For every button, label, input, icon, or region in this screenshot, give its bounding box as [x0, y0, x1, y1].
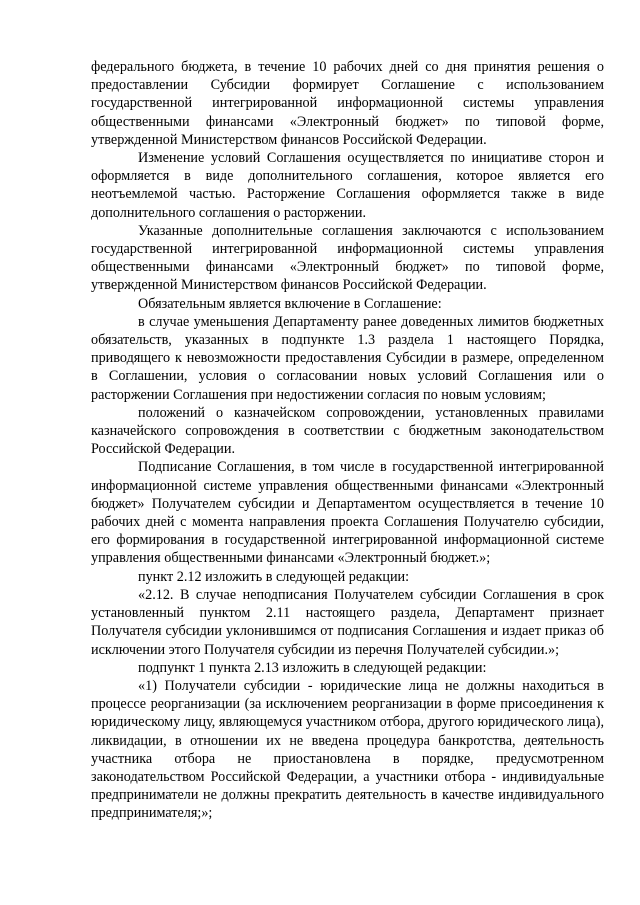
paragraph-4: Обязательным является включение в Соглашение: — [138, 295, 442, 312]
paragraph-6: положений о казначейском сопровождении, установленных правилами казначейского сопровождения в соответствии с бюджетным законодательством Российской Федерации. — [91, 404, 604, 458]
paragraph-10: подпункт 1 пункта 2.13 изложить в следующей редакции: — [138, 659, 487, 676]
paragraph-2: Изменение условий Соглашения осуществляется по инициативе сторон и оформляется в виде дополнительного соглашения, которое является его неотъемлемой частью. Расторжение Соглашения оформляется также в виде дополнительного соглашения о расторжении. — [91, 150, 604, 221]
document-page — [91, 58, 604, 823]
paragraph-1: федерального бюджета, в течение 10 рабочих дней со дня принятия решения о предоставлении Субсидии формирует Соглашение с использованием государственной интегрированной информационной системы управления общественными финансами «Электронный бюджет» по типовой форме, утвержденной Министерством финансов Российской Федерации. — [91, 59, 604, 148]
paragraph-7: Подписание Соглашения, в том числе в государственной интегрированной информационной системе управления общественными финансами «Электронный бюджет» Получателем субсидии и Департаментом осуществляется в течение 10 рабочих дней с момента направления проекта Соглашения Получателю субсидии, его формирования в государственной интегрированной информационной системе управления общественными финансами «Электронный бюджет.»; — [91, 459, 604, 567]
paragraph-8: пункт 2.12 изложить в следующей редакции: — [138, 568, 410, 585]
paragraph-11: «1) Получатели субсидии - юридические лица не должны находиться в процессе реорганизации (за исключением реорганизации в форме присоединения к юридическому лицу, являющемуся участником отбора, другого юридического лица), ликвидации, в отношении их не введена процедура банкротства, деятельность участника отбора не приостановлена в порядке, предусмотренном законодательством Российской Федерации, а участники отбора - индивидуальные предприниматели не должны прекратить деятельность в качестве индивидуального предпринимателя;»; — [91, 677, 604, 822]
paragraph-3: Указанные дополнительные соглашения заключаются с использованием государственной интегрированной информационной системы управления общественными финансами «Электронный бюджет» по типовой форме, утвержденной Министерством финансов Российской Федерации. — [91, 222, 604, 294]
paragraph-9: «2.12. В случае неподписания Получателем субсидии Соглашения в срок установленный пунктом 2.11 настоящего раздела, Департамент признает Получателя субсидии уклонившимся от подписания Соглашения и издает приказ об исключении этого Получателя субсидии из перечня Получателей субсидии.»; — [91, 586, 604, 658]
paragraph-5: в случае уменьшения Департаменту ранее доведенных лимитов бюджетных обязательств, указанных в подпункте 1.3 раздела 1 настоящего Порядка, приводящего к невозможности предоставления Субсидии в размере, определенном в Соглашении, условия о согласовании новых условий Соглашения или о расторжении Соглашения при недостижении согласия по новым условиям; — [91, 313, 604, 403]
